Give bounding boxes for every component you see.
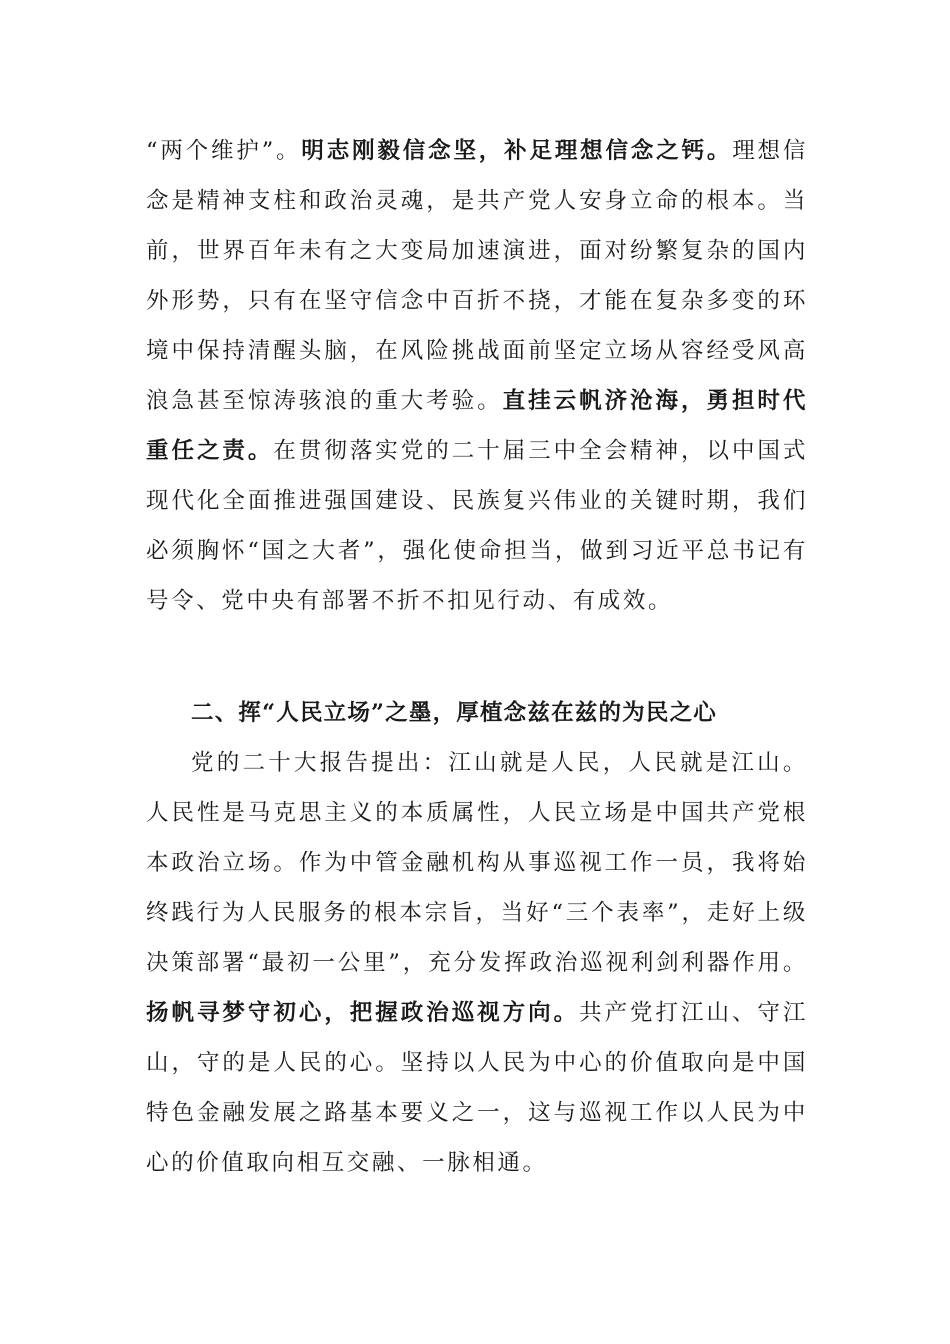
paragraph-text: 共产党打江山、守江山，守的是人民的心。坚持以人民为中心的价值取向是中国特色金融发展之路基本要义之一，这与巡视工作以人民为中心的价值取向相互交融、一脉相通。 <box>146 1000 808 1176</box>
bold-lead-responsibility: 直挂云帆济沧海，勇担时代重任之责。 <box>146 388 809 464</box>
paragraph-text: 在贯彻落实党的二十届三中全会精神，以中国式现代化全面推进强国建设、民族复兴伟业的关键时期，我们必须胸怀“国之大者”，强化使命担当，做到习近平总书记有号令、党中央有部署不折不扣见行动、有成效。 <box>146 438 808 614</box>
section-heading-2: 二、挥“人民立场”之墨，厚植念兹在兹的为民之心 <box>191 700 717 726</box>
paragraph-people-stance <box>146 738 808 1188</box>
paragraph-two-safeguards <box>146 126 808 626</box>
bold-lead-ideals: 明志刚毅信念坚，补足理想信念之钙。 <box>301 138 733 164</box>
paragraph-text: 理想信念是精神支柱和政治灵魂，是共产党人安身立命的根本。当前，世界百年未有之大变局加速演进，面对纷繁复杂的国内外形势，只有在坚守信念中百折不挠，才能在复杂多变的环境中保持清醒头脑，在风险挑战面前坚定立场从容经受风高浪急甚至惊涛骇浪的重大考验。 <box>146 138 809 414</box>
paragraph-text: “两个维护”。 <box>146 138 302 164</box>
bold-lead-inspection-direction: 扬帆寻梦守初心，把握政治巡视方向。 <box>146 1000 580 1026</box>
paragraph-text: 党的二十大报告提出：江山就是人民，人民就是江山。人民性是马克思主义的本质属性，人民立场是中国共产党根本政治立场。作为中管金融机构从事巡视工作一员，我将始终践行为人民服务的根本宗旨，当好“三个表率”，走好上级决策部署“最初一公里”，充分发挥政治巡视利剑利器作用。 <box>146 750 808 976</box>
